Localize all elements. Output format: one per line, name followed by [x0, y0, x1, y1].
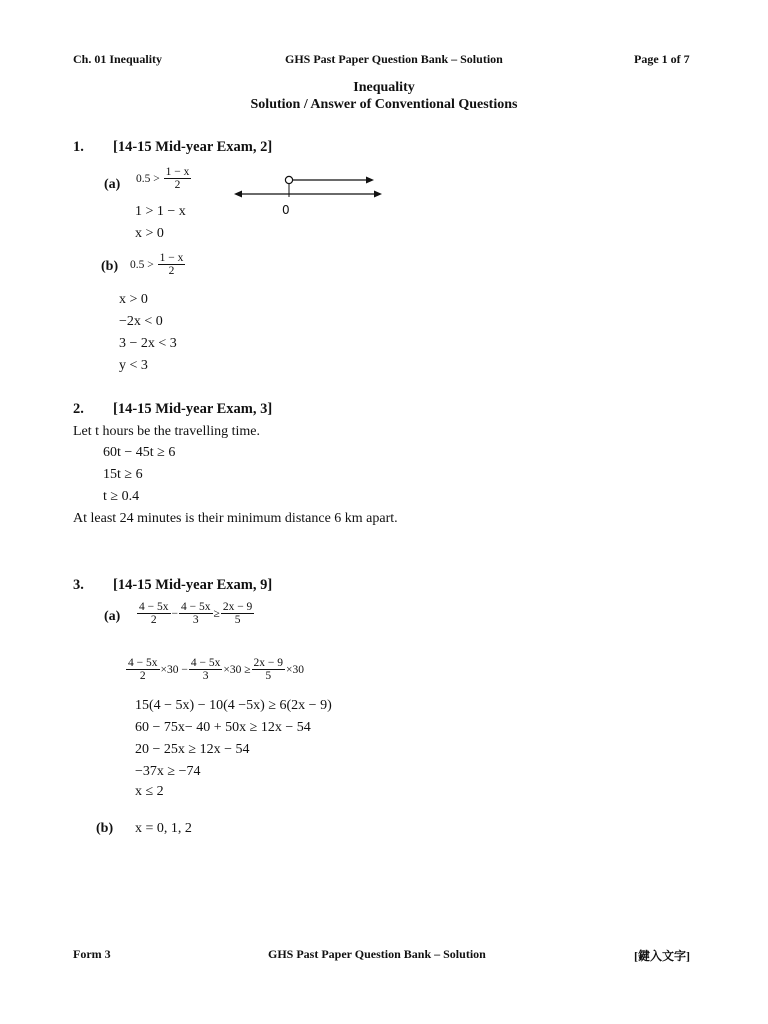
- q3a-m-f1-den: 2: [139, 670, 146, 683]
- q3-heading: [14-15 Mid-year Exam, 9]: [113, 577, 273, 593]
- header-title: GHS Past Paper Question Bank – Solution: [285, 52, 503, 66]
- q3a-step-5: x ≤ 2: [135, 784, 164, 799]
- q1b-label: (b): [101, 259, 119, 274]
- q2-heading: [14-15 Mid-year Exam, 3]: [113, 401, 273, 417]
- q1a-label: (a): [104, 177, 121, 192]
- q1b-fraction: [158, 252, 186, 277]
- q3a-inequality: [136, 601, 255, 626]
- q1b-lhs: 0.5 >: [130, 258, 154, 271]
- q3b-label: (b): [96, 821, 114, 836]
- number-line-zero-label: 0: [282, 203, 290, 217]
- q1b-step-3: 3 − 2x < 3: [119, 336, 177, 351]
- q3b-answer: x = 0, 1, 2: [135, 821, 192, 836]
- q3a-m-term-3: ×30: [286, 663, 305, 676]
- q2-number: 2.: [73, 401, 84, 417]
- q1a-frac-den: 2: [174, 179, 181, 192]
- open-circle-marker: [285, 176, 292, 183]
- q3a-step-2: 60 − 75x− 40 + 50x ≥ 12x − 54: [135, 720, 311, 735]
- q1-number: 1.: [73, 139, 84, 155]
- q3a-label: (a): [104, 609, 121, 624]
- number-line-left-arrow: [234, 191, 242, 198]
- q2-step-3: t ≥ 0.4: [103, 489, 140, 504]
- q3a-m-f3-den: 5: [265, 670, 272, 683]
- q1-heading: [14-15 Mid-year Exam, 2]: [113, 139, 273, 155]
- q1a-fraction: [164, 166, 192, 191]
- footer-title: GHS Past Paper Question Bank – Solution: [268, 947, 486, 961]
- page-subtitle: Solution / Answer of Conventional Questions: [250, 97, 518, 112]
- q3a-m-fraction-2: [189, 657, 223, 682]
- q3a-f1-den: 2: [150, 614, 157, 627]
- q3a-f2-num: 4 − 5x: [181, 601, 211, 613]
- q1a-inequality: [136, 166, 192, 191]
- q1a-step-2: x > 0: [135, 226, 164, 241]
- number-line-right-arrow: [374, 191, 382, 198]
- q1b-step-4: y < 3: [119, 358, 148, 373]
- q3a-m-f2-den: 3: [202, 670, 209, 683]
- q2-conclusion: At least 24 minutes is their minimum distance 6 km apart.: [73, 511, 398, 526]
- number-line-diagram: [230, 170, 390, 220]
- header-chapter: Ch. 01 Inequality: [73, 52, 163, 66]
- q1a-step-1: 1 > 1 − x: [135, 204, 186, 219]
- q3a-m-f3-num: 2x − 9: [253, 657, 284, 669]
- q3-number: 3.: [73, 577, 84, 593]
- q2-step-2: 15t ≥ 6: [103, 467, 143, 482]
- q3a-step-4: −37x ≥ −74: [135, 764, 201, 779]
- q3a-f1-num: 4 − 5x: [139, 601, 169, 613]
- q3a-m-term-1: ×30 −: [160, 663, 188, 676]
- q3a-m-fraction-3: [252, 657, 286, 682]
- q3a-f2-den: 3: [192, 614, 199, 627]
- q1b-inequality: [130, 252, 186, 277]
- q3a-m-f2-num: 4 − 5x: [190, 657, 221, 669]
- header-page-number: Page 1 of 7: [634, 52, 690, 66]
- footer-placeholder: [鍵入文字]: [634, 949, 690, 963]
- q3a-f3-num: 2x − 9: [222, 601, 253, 613]
- q3a-fraction-2: [179, 601, 213, 626]
- q3a-m-f1-num: 4 − 5x: [128, 657, 158, 669]
- q3a-step-1: 15(4 − 5x) − 10(4 −5x) ≥ 6(2x − 9): [135, 698, 332, 713]
- q2-step-1: 60t − 45t ≥ 6: [103, 445, 176, 460]
- q3a-fraction-1: [137, 601, 171, 626]
- q3a-step-3: 20 − 25x ≥ 12x − 54: [135, 742, 250, 757]
- q1b-step-1: x > 0: [119, 292, 148, 307]
- q2-intro: Let t hours be the travelling time.: [73, 424, 261, 439]
- q1b-frac-num: 1 − x: [159, 252, 184, 264]
- page-title: Inequality: [353, 80, 415, 95]
- q3a-op-minus: −: [171, 607, 178, 620]
- q1a-lhs: 0.5 >: [136, 172, 160, 185]
- q3a-multiplied-line: [125, 657, 304, 682]
- q3a-m-fraction-1: [126, 657, 160, 682]
- q3a-fraction-3: [221, 601, 255, 626]
- solution-ray-arrowhead: [366, 177, 374, 184]
- footer-form: Form 3: [73, 947, 111, 961]
- q3a-f3-den: 5: [234, 614, 241, 627]
- q3a-op-geq: ≥: [213, 607, 220, 620]
- q1b-frac-den: 2: [168, 265, 175, 278]
- q1b-step-2: −2x < 0: [119, 314, 163, 329]
- q1a-frac-num: 1 − x: [165, 166, 190, 178]
- q3a-m-term-2: ×30 ≥: [223, 663, 251, 676]
